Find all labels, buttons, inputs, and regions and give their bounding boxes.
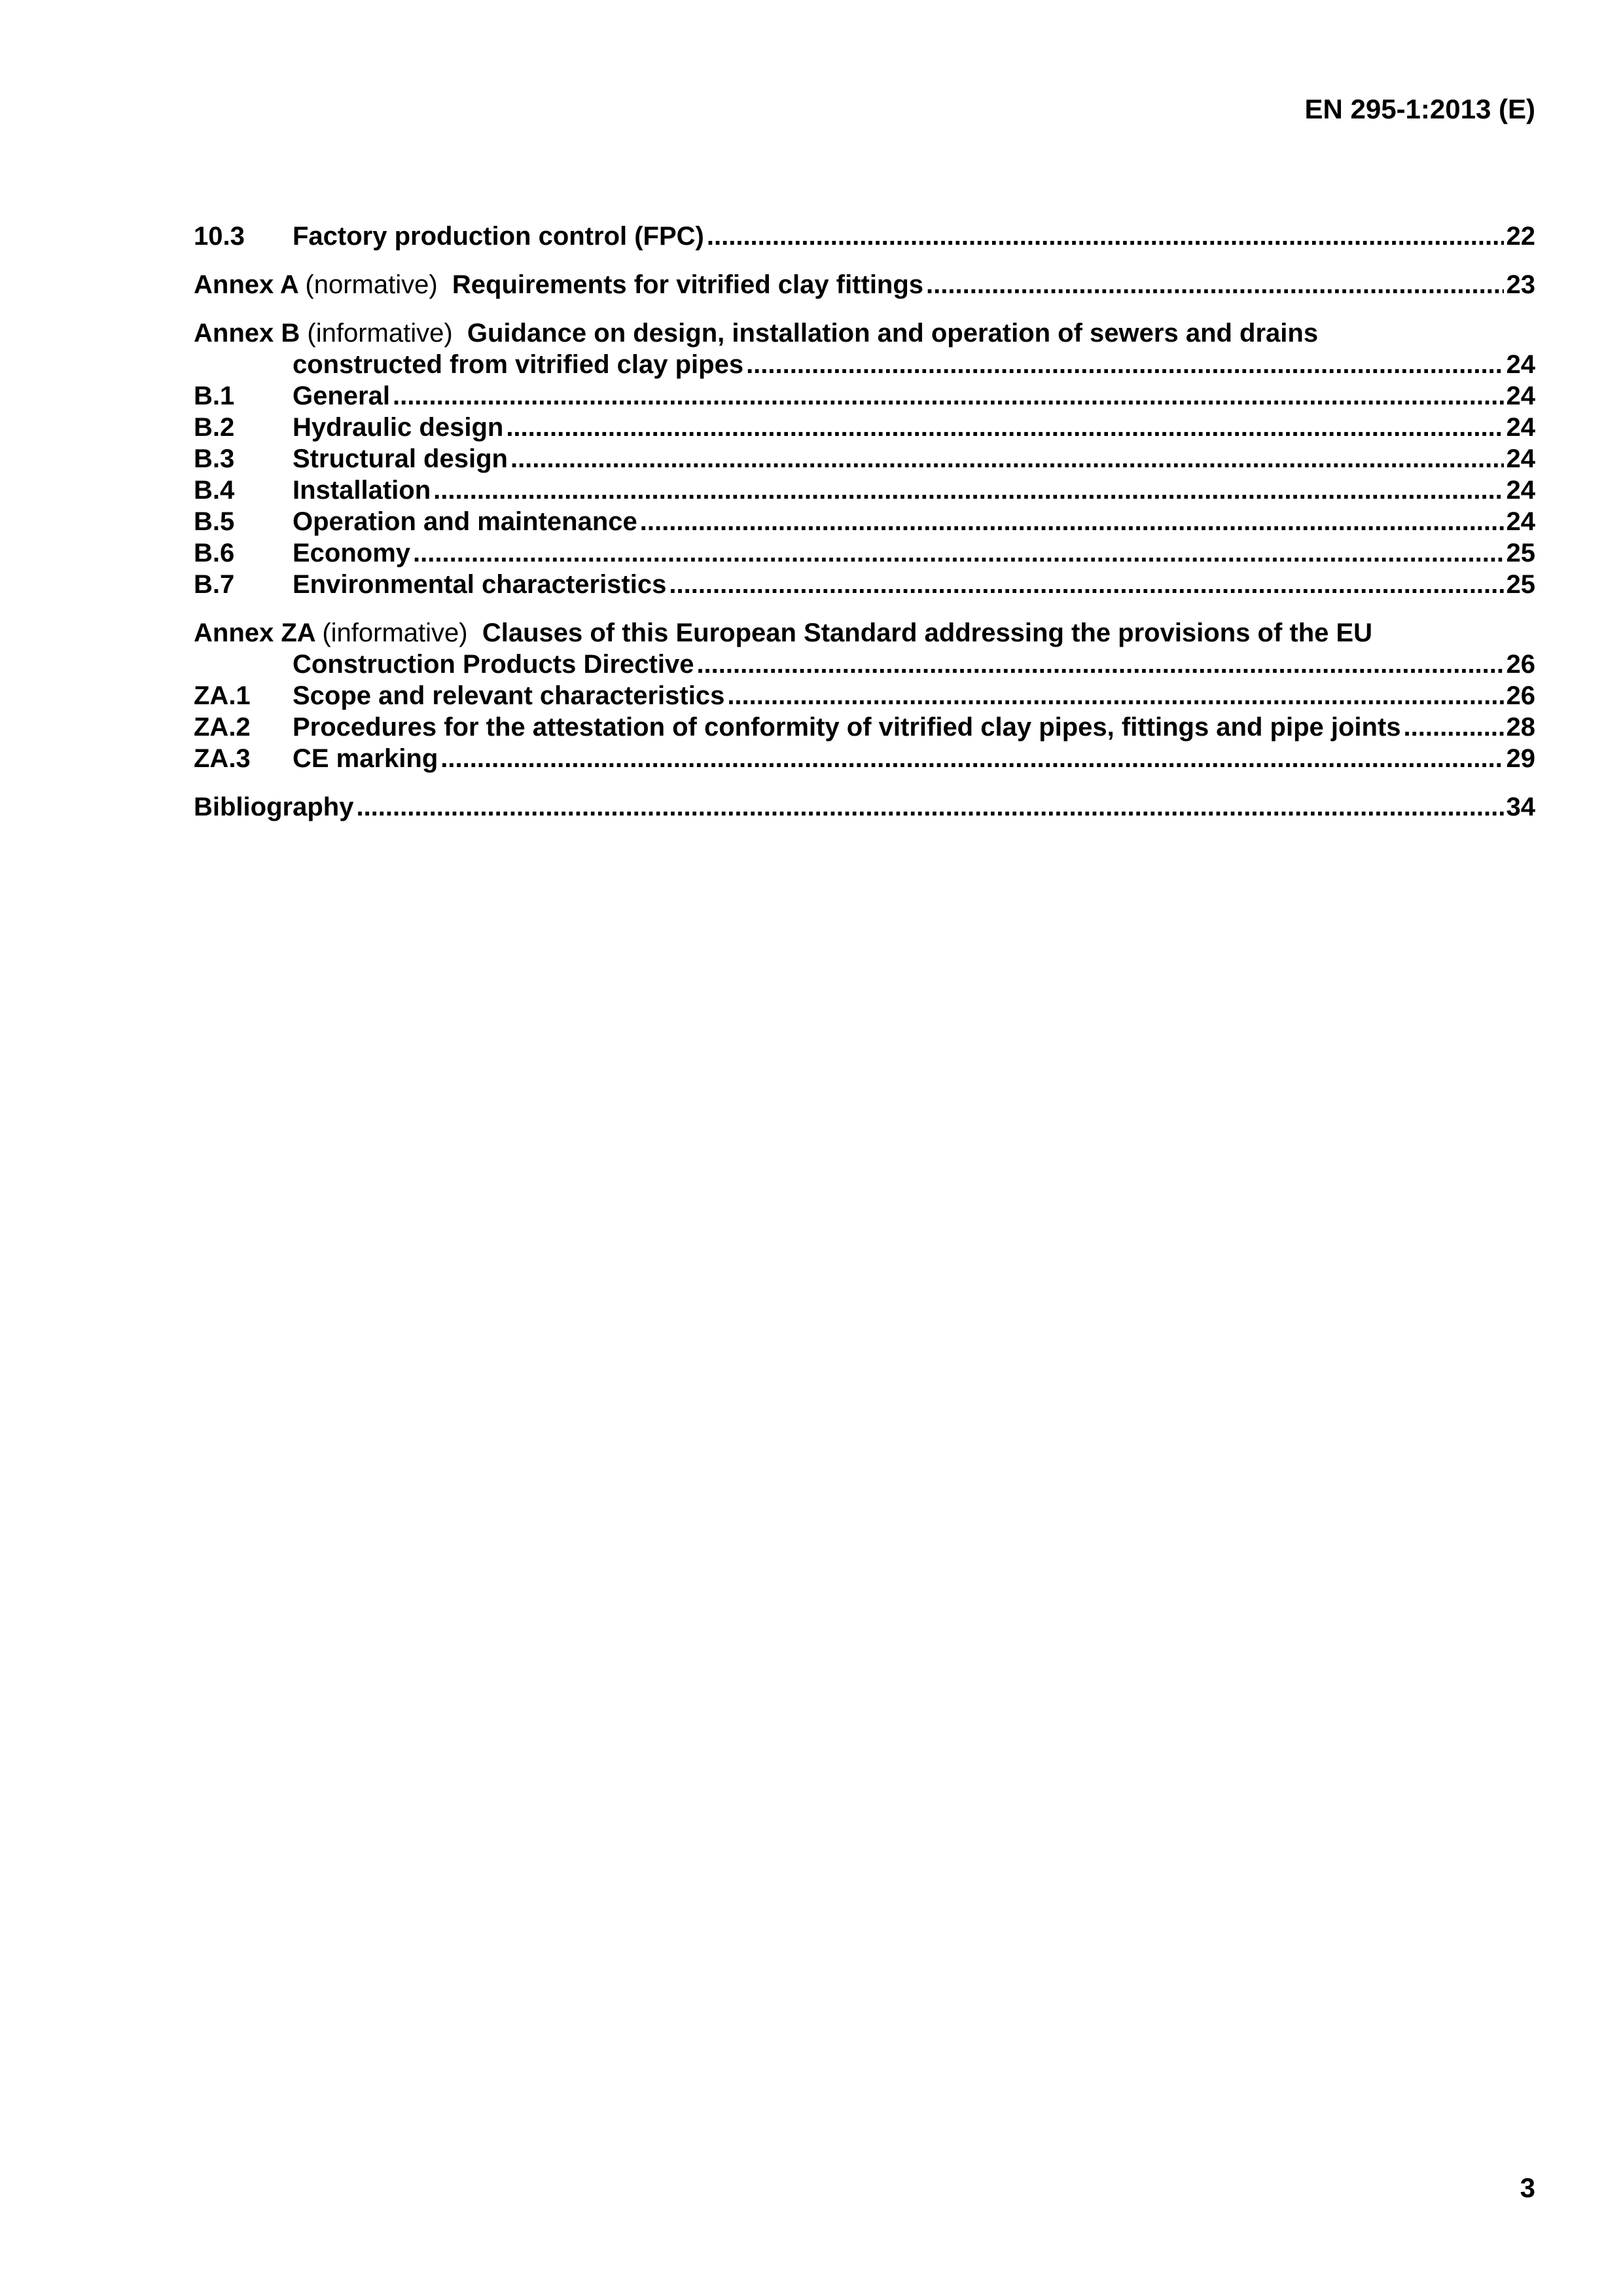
toc-entry-title: Clauses of this European Standard addressing the provisions of the EU bbox=[482, 619, 1373, 647]
toc-entry-title-continued: Construction Products Directive bbox=[293, 650, 694, 679]
toc-entry-number: ZA.2 bbox=[194, 713, 251, 742]
dot-leader bbox=[510, 443, 1504, 475]
toc-entry-annex-za-line2[interactable] bbox=[194, 649, 1535, 680]
toc-entry-title: Structural design bbox=[293, 444, 508, 473]
toc-entry-number: ZA.1 bbox=[194, 681, 251, 710]
dot-leader bbox=[669, 569, 1503, 600]
toc-entry-page: 24 bbox=[1506, 507, 1535, 536]
toc-entry-page: 24 bbox=[1506, 413, 1535, 442]
toc-entry-title: Economy bbox=[293, 539, 411, 567]
annex-kind: (informative) bbox=[307, 319, 453, 348]
dot-leader bbox=[440, 743, 1503, 774]
annex-label: Annex ZA (informative) bbox=[194, 619, 468, 647]
annex-label: Annex A (normative) bbox=[194, 270, 438, 299]
dot-leader bbox=[707, 221, 1504, 252]
toc-entry-number: B.4 bbox=[194, 476, 235, 505]
page-number: 3 bbox=[1520, 2172, 1535, 2203]
toc-entry-b-1[interactable] bbox=[194, 380, 1535, 412]
dot-leader bbox=[696, 649, 1503, 680]
annex-kind: (normative) bbox=[305, 270, 438, 299]
toc-entry-page: 25 bbox=[1506, 570, 1535, 599]
toc-entry-number: B.7 bbox=[194, 570, 235, 599]
document-id-header: EN 295-1:2013 (E) bbox=[1304, 94, 1535, 124]
toc-entry-b-7[interactable] bbox=[194, 569, 1535, 600]
toc-entry-page: 26 bbox=[1506, 650, 1535, 679]
toc-entry-title: Environmental characteristics bbox=[293, 570, 667, 599]
toc-entry-b-3[interactable] bbox=[194, 443, 1535, 475]
toc-entry-za-3[interactable] bbox=[194, 743, 1535, 774]
toc-entry-b-4[interactable] bbox=[194, 475, 1535, 506]
toc-entry-annex-za-line1[interactable] bbox=[194, 617, 1535, 649]
toc-entry-title: Requirements for vitrified clay fittings bbox=[452, 270, 924, 299]
toc-entry-title: Factory production control (FPC) bbox=[293, 222, 704, 251]
toc-entry-page: 28 bbox=[1506, 713, 1535, 742]
dot-leader bbox=[356, 791, 1503, 823]
toc-entry-number: B.3 bbox=[194, 444, 235, 473]
toc-entry-b-2[interactable] bbox=[194, 412, 1535, 443]
toc-entry-number: ZA.3 bbox=[194, 744, 251, 773]
toc-entry-za-2[interactable] bbox=[194, 711, 1535, 743]
toc-entry-title: CE marking bbox=[293, 744, 438, 773]
toc-entry-number: B.2 bbox=[194, 413, 235, 442]
dot-leader bbox=[393, 380, 1504, 412]
toc-entry-title: Procedures for the attestation of conformity of vitrified clay pipes, fittings and pipe joints bbox=[293, 713, 1401, 742]
toc-entry-title: Hydraulic design bbox=[293, 413, 504, 442]
annex-kind: (informative) bbox=[322, 619, 468, 647]
toc-entry-page: 24 bbox=[1506, 444, 1535, 473]
toc-entry-title: General bbox=[293, 382, 390, 410]
toc-entry-annex-b-line2[interactable] bbox=[194, 349, 1535, 380]
dot-leader bbox=[506, 412, 1503, 443]
dot-leader bbox=[746, 349, 1503, 380]
toc-entry-number: B.6 bbox=[194, 539, 235, 567]
dot-leader bbox=[433, 475, 1503, 506]
toc-entry-page: 34 bbox=[1506, 793, 1535, 821]
toc-entry-number: 10.3 bbox=[194, 222, 245, 251]
toc-entry-annex-b-line1[interactable] bbox=[194, 317, 1535, 349]
toc-entry-page: 22 bbox=[1506, 222, 1535, 251]
toc-entry-number: B.1 bbox=[194, 382, 235, 410]
toc-entry-title: Bibliography bbox=[194, 793, 354, 821]
toc-entry-page: 23 bbox=[1506, 270, 1535, 299]
annex-label: Annex B (informative) bbox=[194, 319, 453, 348]
toc-entry-10-3[interactable] bbox=[194, 221, 1535, 252]
toc-entry-title: Scope and relevant characteristics bbox=[293, 681, 725, 710]
toc-entry-b-5[interactable] bbox=[194, 506, 1535, 537]
toc-entry-page: 29 bbox=[1506, 744, 1535, 773]
toc-entry-title-continued: constructed from vitrified clay pipes bbox=[293, 350, 744, 379]
toc-entry-page: 26 bbox=[1506, 681, 1535, 710]
toc-entry-page: 24 bbox=[1506, 476, 1535, 505]
toc-entry-number: B.5 bbox=[194, 507, 235, 536]
toc-entry-bibliography[interactable] bbox=[194, 791, 1535, 823]
dot-leader bbox=[640, 506, 1504, 537]
toc-entry-title: Operation and maintenance bbox=[293, 507, 637, 536]
dot-leader bbox=[727, 680, 1503, 711]
toc-entry-annex-a[interactable] bbox=[194, 269, 1535, 300]
dot-leader bbox=[926, 269, 1503, 300]
dot-leader bbox=[1404, 711, 1504, 743]
toc-entry-page: 24 bbox=[1506, 382, 1535, 410]
toc-entry-title: Guidance on design, installation and operation of sewers and drains bbox=[467, 319, 1319, 348]
toc-entry-b-6[interactable] bbox=[194, 537, 1535, 569]
toc-entry-za-1[interactable] bbox=[194, 680, 1535, 711]
toc-entry-title: Installation bbox=[293, 476, 431, 505]
dot-leader bbox=[413, 537, 1503, 569]
toc-entry-page: 25 bbox=[1506, 539, 1535, 567]
toc-entry-page: 24 bbox=[1506, 350, 1535, 379]
table-of-contents bbox=[194, 221, 1535, 823]
